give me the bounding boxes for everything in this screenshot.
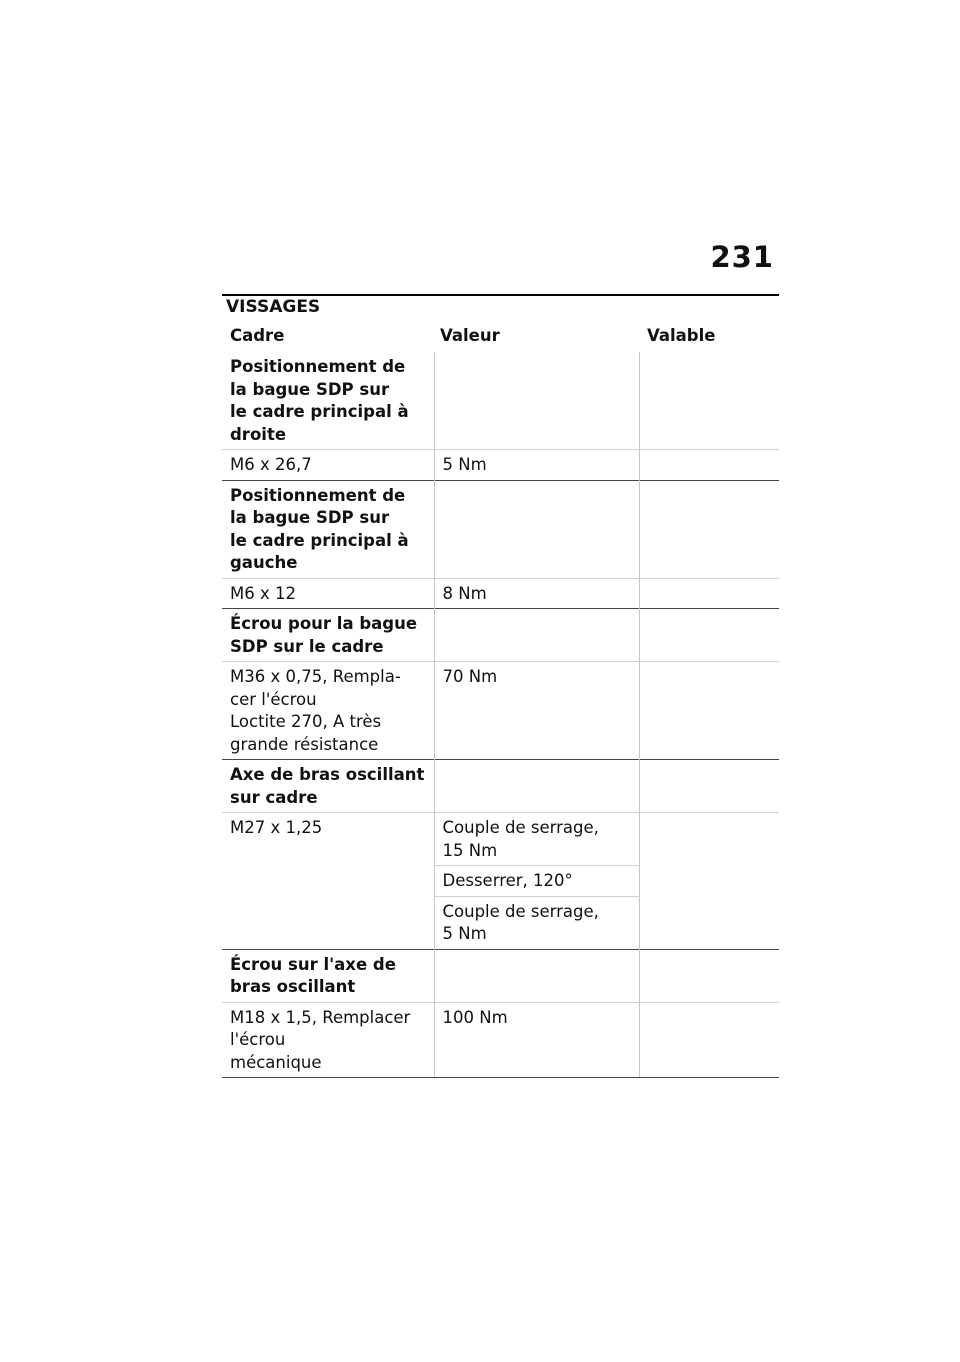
step-cell: Desserrer, 120° <box>434 866 639 897</box>
valid-cell <box>639 662 779 760</box>
step-cell: Couple de serrage, 5 Nm <box>434 896 639 949</box>
torque-table <box>222 352 779 1078</box>
group-title: Positionnement de la bague SDP sur le cadre principal à droite <box>222 352 434 450</box>
section-rule <box>222 294 779 296</box>
spec-cell: M36 x 0,75, Rempla- cer l'écrou Loctite 270, A très grande résistance <box>222 662 434 760</box>
value-cell: 70 Nm <box>434 662 639 760</box>
value-cell: 100 Nm <box>434 1002 639 1078</box>
value-cell: 5 Nm <box>434 450 639 481</box>
table-row-group-title <box>222 480 779 578</box>
group-title: Positionnement de la bague SDP sur le cadre principal à gauche <box>222 480 434 578</box>
valid-cell <box>639 1002 779 1078</box>
value-cell: 8 Nm <box>434 578 639 609</box>
spec-cell: M6 x 12 <box>222 578 434 609</box>
spec-cell: M27 x 1,25 <box>222 813 434 950</box>
section-title: VISSAGES <box>226 297 321 317</box>
table-row <box>222 1002 779 1078</box>
table-row <box>222 813 779 866</box>
group-title: Écrou pour la bague SDP sur le cadre <box>222 609 434 662</box>
column-header-valable: Valable <box>647 326 716 345</box>
step-cell: Couple de serrage, 15 Nm <box>434 813 639 866</box>
valid-cell <box>639 813 779 950</box>
table-row <box>222 662 779 760</box>
valid-cell <box>639 578 779 609</box>
table-row <box>222 578 779 609</box>
spec-cell: M18 x 1,5, Remplacer l'écrou mécanique <box>222 1002 434 1078</box>
column-header-valeur: Valeur <box>440 326 500 345</box>
spec-cell: M6 x 26,7 <box>222 450 434 481</box>
group-title: Axe de bras oscillant sur cadre <box>222 760 434 813</box>
column-header-cadre: Cadre <box>230 326 285 345</box>
group-title: Écrou sur l'axe de bras oscillant <box>222 949 434 1002</box>
table-row-group-title <box>222 609 779 662</box>
valid-cell <box>639 450 779 481</box>
table-row-group-title <box>222 949 779 1002</box>
table-row <box>222 450 779 481</box>
table-row-group-title <box>222 760 779 813</box>
page-number: 231 <box>710 240 774 274</box>
table-row-group-title <box>222 352 779 450</box>
